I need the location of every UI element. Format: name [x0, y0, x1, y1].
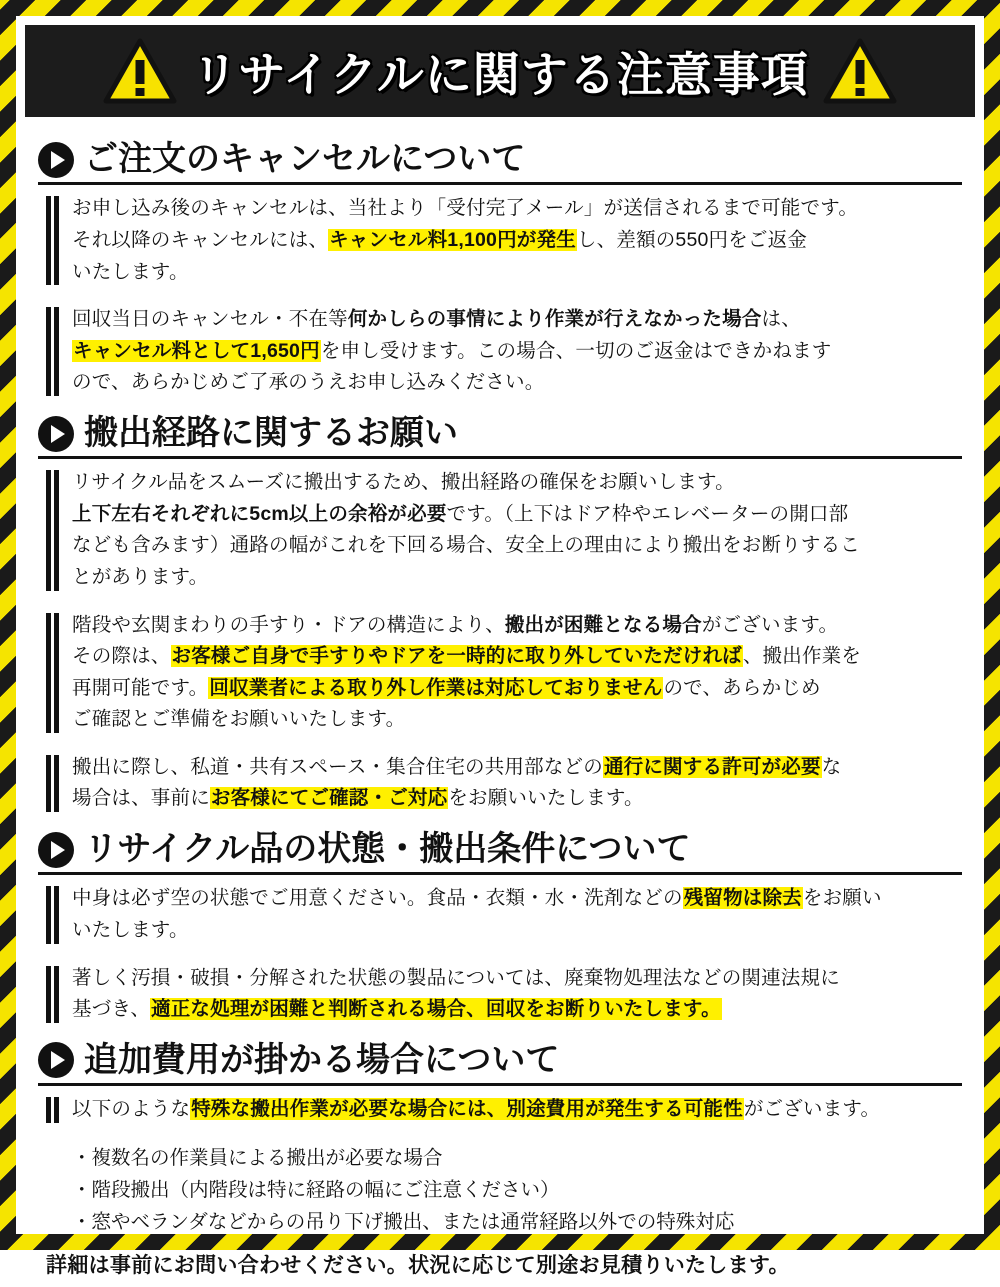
paragraph-marker: [46, 966, 60, 1023]
paragraph-text: リサイクル品をスムーズに搬出するため、搬出経路の確保をお願いします。 上下左右それぞれに5cm以上の余裕が必要です。（上下はドア枠やエレベーターの開口部 なども含みます）通路の幅がこれを下回る場合、安全上の理由により搬出をお断りするこ とがあります。: [72, 471, 861, 588]
closing-note: 詳細は事前にお問い合わせください。状況に応じて別途お見積りいたします。: [46, 1253, 790, 1277]
section-title-text: 搬出経路に関するお願い: [84, 413, 458, 452]
section-divider: [38, 872, 962, 875]
paragraph-text: 階段や玄関まわりの手すり・ドアの構造により、搬出が困難となる場合がございます。 その際は、お客様ご自身で手すりやドアを一時的に取り外していただければ、搬出作業を 再開可能です。回収業者による取り外し作業は対応しておりませんので、あらかじめ ご確認とご準備をお願いいたします。: [72, 613, 862, 731]
notice-paragraph: [38, 752, 962, 815]
page-title: リサイクルに関する注意事項: [191, 47, 809, 101]
list-item: ・階段搬出（内階段は特に経路の幅にご注意ください）: [72, 1179, 560, 1202]
extra-fee-list: [38, 1142, 962, 1239]
section-heading: [38, 415, 962, 452]
section-divider: [38, 182, 962, 185]
notice-paragraph: [38, 883, 962, 946]
paragraph-marker: [46, 470, 60, 590]
section-divider: [38, 1083, 962, 1086]
paragraph-text: 中身は必ず空の状態でご用意ください。食品・衣類・水・洗剤などの残留物は除去をお願い いたします。: [72, 887, 882, 941]
notice-paragraph: [38, 193, 962, 288]
section-title-text: リサイクル品の状態・搬出条件について: [84, 830, 691, 869]
paragraph-marker: [46, 613, 60, 733]
paragraph-marker: [46, 196, 60, 285]
notice-paragraph: [38, 963, 962, 1026]
section-title-text: ご注文のキャンセルについて: [84, 140, 526, 178]
section-heading: [38, 1042, 962, 1079]
paragraph-text: 著しく汚損・破損・分解された状態の製品については、廃棄物処理法などの関連法規に 基づき、適正な処理が困難と判断される場合、回収をお断りいたします。: [72, 966, 840, 1021]
paragraph-marker: [46, 307, 60, 396]
play-arrow-icon: [38, 142, 74, 178]
notice-paragraph: [38, 304, 962, 399]
section-heading: [38, 831, 962, 868]
list-item: ・複数名の作業員による搬出が必要な場合: [72, 1146, 443, 1169]
paragraph-marker: [46, 755, 60, 812]
play-arrow-icon: [38, 832, 74, 868]
paragraph-marker: [46, 1097, 60, 1123]
section-title-text: 追加費用が掛かる場合について: [84, 1040, 560, 1079]
notice-paragraph: [38, 467, 962, 593]
paragraph-text: お申し込み後のキャンセルは、当社より「受付完了メール」が送信されるまで可能です。 それ以降のキャンセルには、キャンセル料1,100円が発生し、差額の550円をご返金 いたします。: [72, 197, 859, 283]
play-arrow-icon: [38, 1042, 74, 1078]
warning-triangle-icon: [103, 38, 177, 104]
title-banner: [25, 25, 975, 117]
list-item: ・窓やベランダなどからの吊り下げ搬出、または通常経路以外での特殊対応: [72, 1211, 735, 1234]
warning-triangle-icon: [823, 38, 897, 104]
paragraph-text: 搬出に際し、私道・共有スペース・集合住宅の共用部などの通行に関する許可が必要な 場合は、事前にお客様にてご確認・ご対応をお願いいたします。: [72, 755, 842, 810]
paragraph-marker: [46, 886, 60, 943]
section-divider: [38, 456, 962, 459]
paragraph-text: 以下のような特殊な搬出作業が必要な場合には、別途費用が発生する可能性がございます。: [72, 1098, 881, 1121]
play-arrow-icon: [38, 416, 74, 452]
section-heading: [38, 141, 962, 178]
notice-sheet: [16, 16, 984, 1277]
notice-paragraph: [38, 610, 962, 736]
notice-content: [16, 117, 984, 1287]
paragraph-text: 回収当日のキャンセル・不在等何かしらの事情により作業が行えなかった場合は、 キャンセル料として1,650円を申し受けます。この場合、一切のご返金はできかねます ので、あらかじめご了承のうえお申し込みください。: [72, 308, 832, 394]
notice-paragraph: [38, 1094, 962, 1126]
